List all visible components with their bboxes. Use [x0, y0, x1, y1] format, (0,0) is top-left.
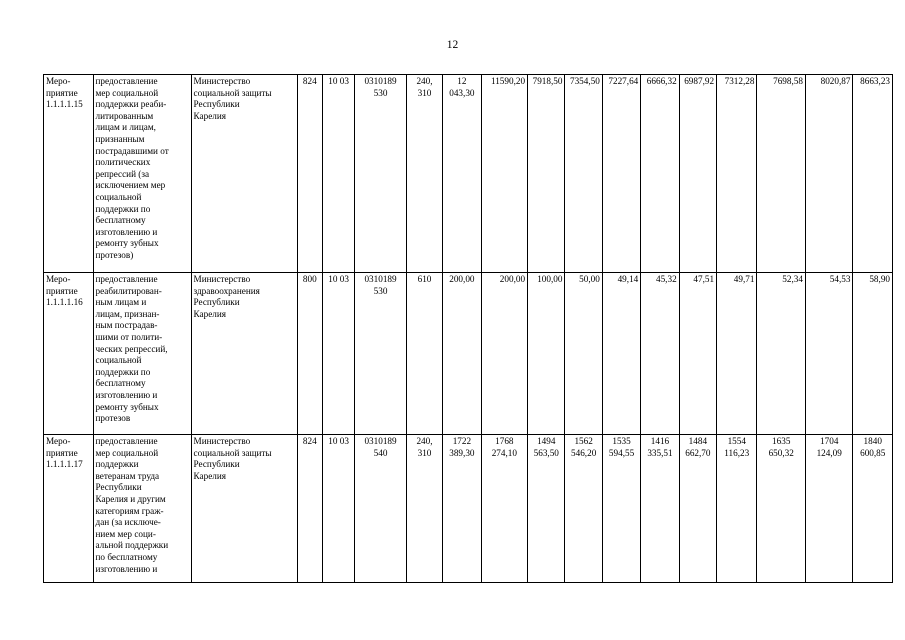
value-cell: 7312,28	[717, 75, 757, 273]
rzpr-code: 10 03	[322, 75, 354, 273]
value-cell: 6987,92	[679, 75, 716, 273]
value-cell: 58,90	[853, 273, 893, 435]
event-description: предоставление мер социальной поддержки ветеранам труда Республики Карелия и другим категориям граж- дан (за исключе- нием мер соци- альной поддержки по бесплатному изготовлению и	[93, 435, 191, 583]
value-cell: 1768 274,10	[481, 435, 527, 583]
vr-code: 240, 310	[406, 75, 442, 273]
value-cell: 1484 662,70	[679, 435, 716, 583]
vr-code: 240, 310	[406, 435, 442, 583]
executor: Министерство здравоохранения Республики Карелия	[191, 273, 297, 435]
value-cell: 1554 116,23	[717, 435, 757, 583]
value-cell: 1494 563,50	[528, 435, 565, 583]
value-cell: 6666,32	[641, 75, 679, 273]
value-cell: 200,00	[443, 273, 481, 435]
event-code: Меро- приятие 1.1.1.1.16	[44, 273, 94, 435]
value-cell: 54,53	[805, 273, 853, 435]
value-cell: 11590,20	[481, 75, 527, 273]
event-description: предоставление мер социальной поддержки реаби- литированным лицам и лицам, признанным пострадавшими от политических репрессий (за исключением мер социальной поддержки по бесплатному изготовлению и ремонту зубных протезов)	[93, 75, 191, 273]
value-cell: 7918,50	[528, 75, 565, 273]
budget-table	[43, 74, 893, 583]
value-cell: 200,00	[481, 273, 527, 435]
grbs-code: 800	[297, 273, 322, 435]
executor: Министерство социальной защиты Республики Карелия	[191, 435, 297, 583]
event-code: Меро- приятие 1.1.1.1.17	[44, 435, 94, 583]
table-row	[44, 75, 893, 273]
value-cell: 8663,23	[853, 75, 893, 273]
value-cell: 1704 124,09	[805, 435, 853, 583]
event-description: предоставление реабилитирован- ным лицам и лицам, признан- ным пострадав- шими от полити- ческих репрессий, социальной поддержки по бесплатному изготовлению и ремонту зубных протезов	[93, 273, 191, 435]
value-cell: 7698,58	[757, 75, 806, 273]
value-cell: 47,51	[679, 273, 716, 435]
value-cell: 7354,50	[565, 75, 602, 273]
value-cell: 49,71	[717, 273, 757, 435]
value-cell: 100,00	[528, 273, 565, 435]
value-cell: 1416 335,51	[641, 435, 679, 583]
value-cell: 8020,87	[805, 75, 853, 273]
value-cell: 1562 546,20	[565, 435, 602, 583]
value-cell: 1635 650,32	[757, 435, 806, 583]
value-cell: 49,14	[602, 273, 640, 435]
table-row	[44, 273, 893, 435]
csr-code: 0310189 530	[355, 273, 407, 435]
csr-code: 0310189 530	[355, 75, 407, 273]
value-cell: 1535 594,55	[602, 435, 640, 583]
csr-code: 0310189 540	[355, 435, 407, 583]
value-cell: 7227,64	[602, 75, 640, 273]
rzpr-code: 10 03	[322, 273, 354, 435]
value-cell: 1840 600,85	[853, 435, 893, 583]
grbs-code: 824	[297, 75, 322, 273]
value-cell: 50,00	[565, 273, 602, 435]
vr-code: 610	[406, 273, 442, 435]
value-cell: 12 043,30	[443, 75, 481, 273]
rzpr-code: 10 03	[322, 435, 354, 583]
page-number: 12	[446, 39, 459, 51]
grbs-code: 824	[297, 435, 322, 583]
executor: Министерство социальной защиты Республики Карелия	[191, 75, 297, 273]
table-row	[44, 435, 893, 583]
value-cell: 1722 389,30	[443, 435, 481, 583]
value-cell: 52,34	[757, 273, 806, 435]
event-code: Меро- приятие 1.1.1.1.15	[44, 75, 94, 273]
value-cell: 45,32	[641, 273, 679, 435]
